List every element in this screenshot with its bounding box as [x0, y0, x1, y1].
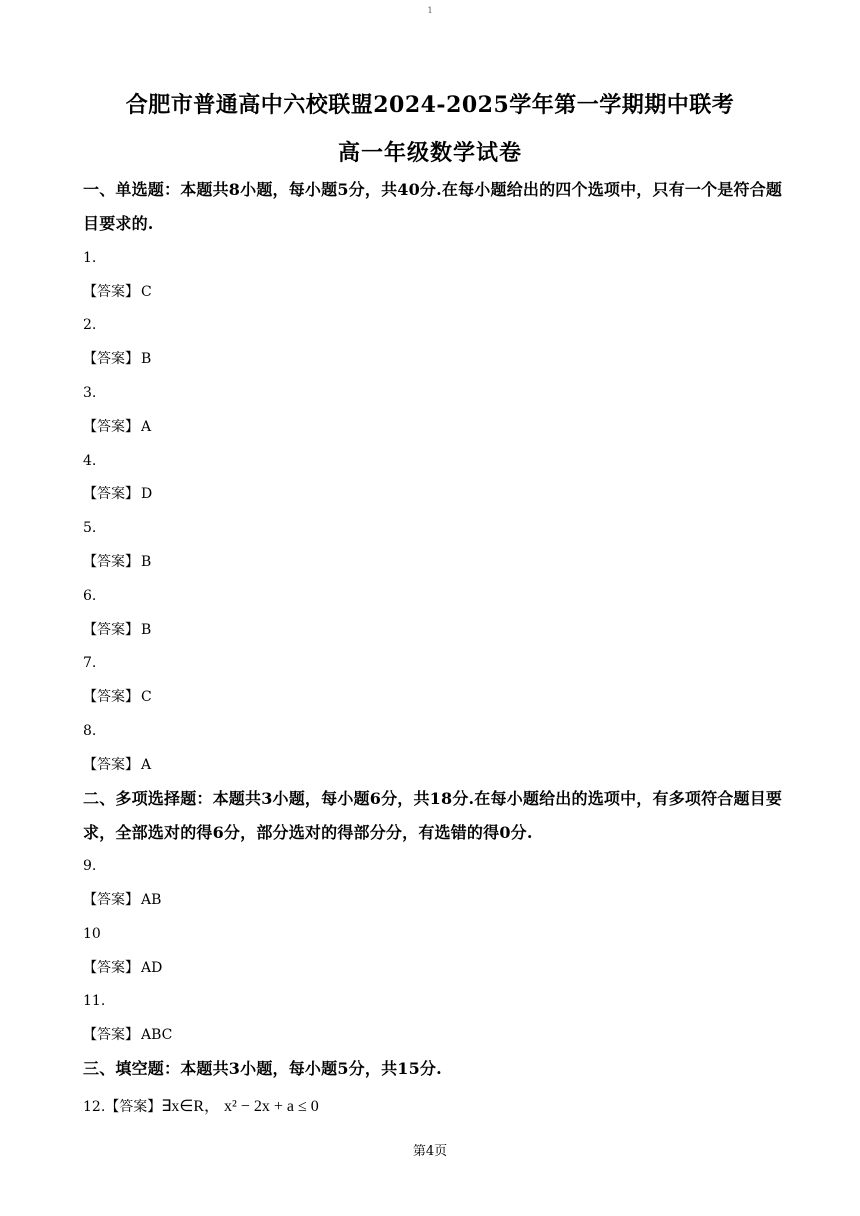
math-exists-clause: ∃x∈R， [161, 1098, 220, 1115]
question-number: 2. [83, 317, 97, 333]
answer-line-12 [83, 1097, 319, 1117]
answer-line [83, 620, 151, 640]
answer-line [83, 282, 152, 302]
answer-value: C [141, 689, 152, 705]
question-number: 1. [83, 250, 97, 266]
question-number: 4. [83, 453, 97, 469]
page-number: 第4页 [412, 1144, 448, 1159]
question-number: 6. [83, 588, 97, 604]
answer-line [83, 552, 151, 572]
answer-label: 【答案】 [83, 284, 139, 300]
answer-label: 【答案】 [83, 419, 139, 435]
page-title: 合肥市普通高中六校联盟2024-2025学年第一学期期中联考 [125, 92, 735, 118]
answer-label: 【答案】 [83, 486, 139, 502]
answer-label: 【答案】 [83, 689, 139, 705]
answer-value: AD [141, 960, 163, 976]
answer-label: 【答案】 [83, 351, 139, 367]
answer-line [83, 958, 162, 978]
answer-label: 【答案】 [83, 622, 139, 638]
answer-value: D [141, 486, 153, 502]
page-subtitle: 高一年级数学试卷 [337, 140, 522, 166]
answer-value: C [141, 284, 152, 300]
answer-line [83, 484, 152, 504]
answer-label: 【答案】 [83, 892, 139, 908]
question-number: 9. [83, 858, 97, 874]
question-number: 3. [83, 385, 97, 401]
section3-heading: 三、填空题：本题共3小题，每小题5分，共15分. [83, 1059, 442, 1078]
answer-line [83, 1025, 172, 1045]
question-number: 10 [83, 926, 101, 942]
answer-value: B [141, 554, 152, 570]
math-inequality: x² − 2x + a ≤ 0 [224, 1098, 319, 1115]
question-number: 12. [83, 1099, 106, 1115]
section1-heading: 一、单选题：本题共8小题，每小题5分，共40分.在每小题给出的四个选项中，只有一个是符合题目要求的. [83, 180, 783, 233]
answer-label: 【答案】 [105, 1099, 162, 1115]
answer-line [83, 890, 161, 910]
answer-label: 【答案】 [83, 554, 139, 570]
answer-line [83, 687, 152, 707]
answer-line [83, 755, 151, 775]
question-number: 11. [83, 993, 106, 1009]
answer-value: AB [141, 892, 162, 908]
answer-value: ABC [141, 1027, 173, 1043]
answer-label: 【答案】 [83, 757, 139, 773]
answer-label: 【答案】 [83, 1027, 139, 1043]
question-number: 5. [83, 520, 97, 536]
answer-line [83, 349, 151, 369]
answer-value: A [141, 419, 152, 435]
answer-value: A [141, 757, 152, 773]
question-number: 8. [83, 723, 97, 739]
answer-line [83, 417, 151, 437]
answer-value: B [141, 351, 152, 367]
answer-label: 【答案】 [83, 960, 139, 976]
section2-heading: 二、多项选择题：本题共3小题，每小题6分，共18分.在每小题给出的选项中，有多项符合题目要求，全部选对的得6分，部分选对的得部分分，有选错的得0分. [83, 789, 783, 842]
header-mark: 1 [427, 6, 433, 15]
answer-value: B [141, 622, 152, 638]
question-number: 7. [83, 655, 97, 671]
